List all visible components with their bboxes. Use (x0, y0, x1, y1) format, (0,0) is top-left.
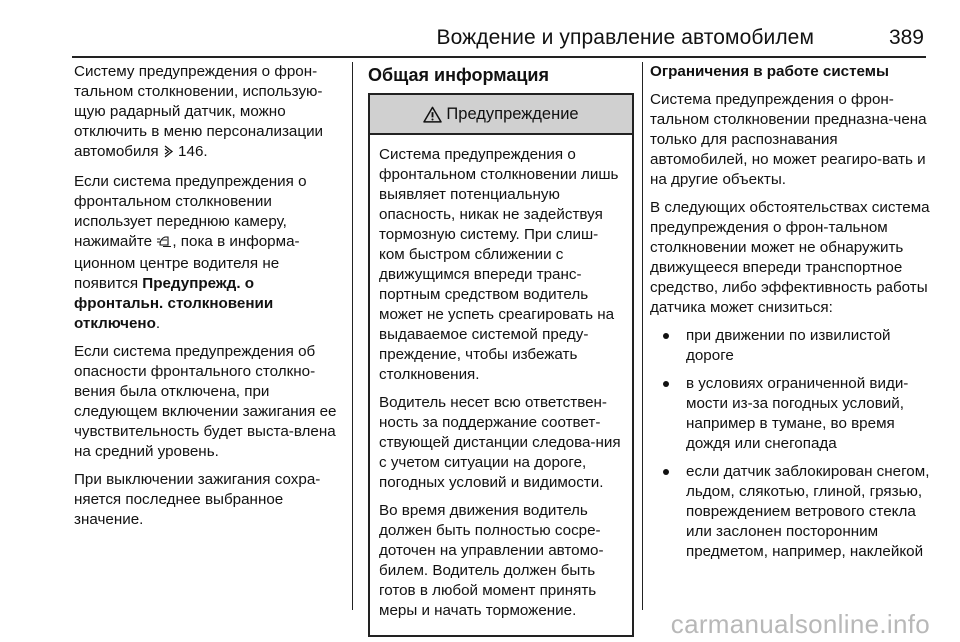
message-text: Предупрежд. о фронтальн. столкновении отключено (74, 275, 274, 332)
paragraph-sensitivity-reset: Если система предупреждения об опасности фронтального столкно-вения была отключена, при следующем включении зажигания ее чувствительность будет выста-влена на средний уровень. (74, 343, 337, 460)
paragraph-last-value: При выключении зажигания сохра-няется последнее выбранное значение. (74, 471, 321, 528)
paragraph-disable-menu: Систему предупреждения о фрон-тальном столкновении, использую-щую радарный датчик, можно отключить в меню персонализации автомобиля 146. (74, 62, 344, 164)
warning-body (370, 135, 632, 635)
warning-paragraph-2: Водитель несет всю ответствен-ность за поддержание соответ-ствующей дистанции следова-ния с учетом ситуации на дороге, погодных условий и видимости. (379, 394, 621, 491)
middle-column (368, 62, 632, 637)
page-reference[interactable]: 146. (178, 143, 208, 160)
list-item: если датчик заблокирован снегом, льдом, слякотью, глиной, грязью, повреждением ветрового стекла или заслонен посторонним предметом, например, наклейкой (650, 462, 930, 562)
page-reference-icon (163, 144, 174, 164)
list-item: при движении по извилистой дороге (650, 326, 930, 366)
right-column (650, 62, 930, 570)
paragraph-limitations-intro: Система предупреждения о фрон-тальном столкновении предназна-чена только для распознавания автомобилей, но может реагиро-вать и на другие объекты. (650, 91, 927, 188)
column-divider-right (642, 62, 643, 610)
left-column (74, 62, 344, 538)
forward-collision-alert-button-icon (156, 234, 172, 254)
paragraph-camera-button: Если система предупреждения о фронтальном столкновении использует переднюю камеру, нажимайте , пока в информа-ционном центре водителя не появится Предупрежд. о фронтальн. столкновении отключено. (74, 173, 307, 332)
paragraph-circumstances: В следующих обстоятельствах система предупреждения о фрон-тальном столкновении может не обнаружить движущееся впереди транспортное средство, либо эффективность работы датчика может снизиться: (650, 199, 930, 316)
page-number: 389 (888, 26, 924, 49)
page-title: Вождение и управление автомобилем (436, 26, 814, 49)
warning-paragraph-1: Система предупреждения о фронтальном столкновении лишь выявляет потенциальную опасность, никак не задействуя тормозную систему. При слиш-ком быстром сближении с движущимся впереди транс-портным средством водитель может не успеть среагировать на выдаваемое системой преду-преждение, чтобы избежать столкновения. (379, 146, 619, 383)
warning-box (368, 93, 634, 637)
warning-header (370, 95, 632, 135)
list-item: в условиях ограниченной види-мости из-за погодных условий, например в тумане, во время дождя или снегопада (650, 374, 930, 454)
watermark: carmanualsonline.info (670, 609, 930, 639)
warning-paragraph-3: Во время движения водитель должен быть полностью сосре-доточен на управлении автомо-билем. Водитель должен быть готов в любой момент принять меры и начать торможение. (379, 502, 604, 619)
limitations-list (650, 326, 930, 562)
warning-triangle-icon (423, 106, 442, 123)
page-header (72, 0, 926, 58)
column-divider-left (352, 62, 353, 610)
warning-title: Предупреждение (446, 105, 579, 123)
section-title-limitations: Ограничения в работе системы (650, 63, 890, 80)
section-title-general: Общая информация (368, 65, 549, 85)
